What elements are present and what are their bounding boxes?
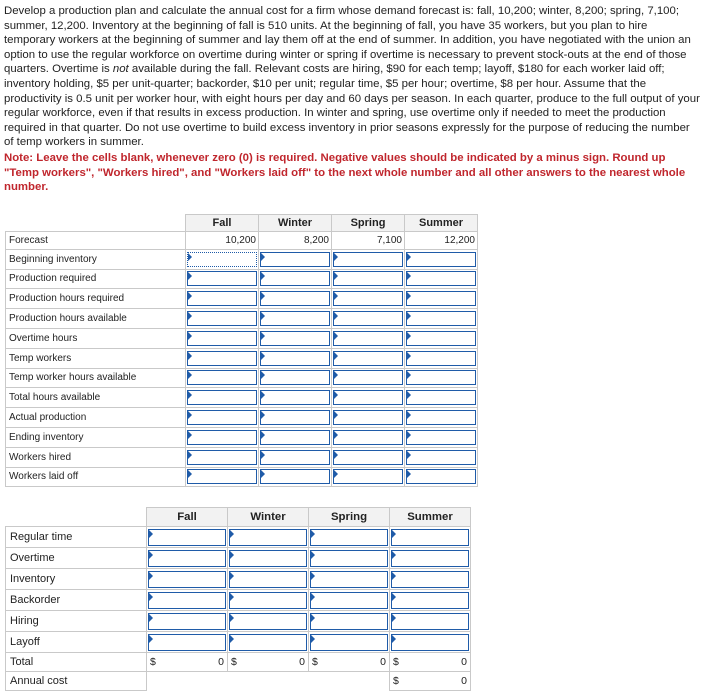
cost-total-spring [309,653,390,672]
cost-input-summer[interactable] [391,550,469,567]
plan-cell-fall [186,388,259,408]
cost-input-fall[interactable] [148,592,226,609]
annual-cost-cell [390,672,471,691]
plan-cell-fall [186,289,259,309]
plan-cell-summer [405,427,478,447]
cost-header-fall: Fall [147,508,228,527]
cost-input-spring[interactable] [310,571,388,588]
plan-row [6,289,478,309]
plan-input-fall[interactable] [187,291,257,306]
plan-header-spring: Spring [332,215,405,232]
plan-cell-summer [405,249,478,269]
currency-symbol: $ [393,656,399,668]
currency-symbol: $ [150,656,156,668]
annual-cost-label: Annual cost [6,672,147,691]
plan-input-summer[interactable] [406,390,476,405]
plan-input-fall[interactable] [187,271,257,286]
plan-row-label: Workers hired [6,447,186,467]
cost-corner [6,508,147,527]
plan-cell-winter [259,348,332,368]
plan-input-spring[interactable] [333,370,403,385]
forecast-spring: 7,100 [332,232,405,250]
plan-input-winter[interactable] [260,450,330,465]
plan-cell-winter [259,328,332,348]
plan-input-winter[interactable] [260,390,330,405]
instruction-note: Note: Leave the cells blank, whenever zero (0) is required. Negative values should be indicated by a minus sign. Round up "Temp workers", "Workers hired", and "Workers laid off" to the next whole number and all other answers to the nearest whole number. [4,152,686,194]
plan-cell-summer [405,467,478,487]
cost-cell-fall [147,632,228,653]
cost-input-winter[interactable] [229,571,307,588]
plan-cell-summer [405,388,478,408]
plan-cell-winter [259,447,332,467]
plan-input-spring[interactable] [333,450,403,465]
cost-input-spring[interactable] [310,592,388,609]
plan-input-fall[interactable] [187,410,257,425]
plan-cell-summer [405,447,478,467]
plan-header-row [6,215,478,232]
plan-cell-fall [186,328,259,348]
plan-input-winter[interactable] [260,311,330,326]
plan-header-summer: Summer [405,215,478,232]
plan-row-label: Forecast [6,232,186,250]
cost-cell-spring [309,548,390,569]
forecast-summer: 12,200 [405,232,478,250]
plan-cell-summer [405,408,478,428]
plan-input-fall[interactable] [187,430,257,445]
cost-input-summer[interactable] [391,634,469,651]
cost-total-value: 0 [218,656,224,668]
plan-row-label: Temp workers [6,348,186,368]
plan-header-fall: Fall [186,215,259,232]
cost-cell-winter [228,590,309,611]
cost-total-label: Total [6,653,147,672]
plan-input-winter[interactable] [260,469,330,484]
plan-input-fall[interactable] [187,351,257,366]
cost-input-winter[interactable] [229,550,307,567]
plan-cell-spring [332,348,405,368]
annual-cost-blank [228,672,309,691]
plan-row [6,388,478,408]
plan-input-spring[interactable] [333,390,403,405]
plan-input-summer[interactable] [406,351,476,366]
plan-row [6,447,478,467]
cost-input-summer[interactable] [391,613,469,630]
plan-cell-winter [259,467,332,487]
annual-cost-blank [147,672,228,691]
plan-input-winter[interactable] [260,351,330,366]
plan-input-fall[interactable] [187,469,257,484]
cost-row-label: Overtime [6,548,147,569]
plan-corner [6,215,186,232]
plan-input-spring[interactable] [333,430,403,445]
plan-input-winter[interactable] [260,410,330,425]
plan-input-summer[interactable] [406,469,476,484]
cost-total-summer [390,653,471,672]
cost-row-label: Hiring [6,611,147,632]
cost-cell-summer [390,548,471,569]
plan-cell-summer [405,269,478,289]
plan-cell-spring [332,269,405,289]
plan-cell-summer [405,289,478,309]
plan-cell-spring [332,249,405,269]
cost-row [6,569,471,590]
plan-cell-spring [332,447,405,467]
plan-cell-fall [186,408,259,428]
plan-input-fall[interactable] [187,390,257,405]
cost-total-value: 0 [380,656,386,668]
cost-row [6,548,471,569]
annual-cost-value: 0 [461,675,467,687]
cost-row-label: Backorder [6,590,147,611]
forecast-fall: 10,200 [186,232,259,250]
plan-cell-spring [332,289,405,309]
plan-cell-winter [259,289,332,309]
plan-cell-spring [332,408,405,428]
plan-input-winter[interactable] [260,252,330,267]
cost-cell-summer [390,590,471,611]
currency-symbol: $ [231,656,237,668]
cost-header-spring: Spring [309,508,390,527]
problem-text-part2: available during the fall. Relevant costs are hiring, $90 for each temp; layoff, $180 for each worker laid off; inventory holding, $5 per unit-quarter; backorder, $10 per unit; regular time, $5 per hour; overtime, $8 per hour. Assume that the productivity is 0.5 unit per worker hour, with eight hours per day and 60 days per season. In each quarter, produce to the full output of your regular workforce, even if that results in excess production. In winter and spring, use overtime only if needed to meet the production required in that quarter. Do not use overtime to build excess inventory in prior seasons expressly for the purpose of reducing the number of temp workers in summer. [4,63,700,149]
plan-row [6,249,478,269]
plan-input-spring[interactable] [333,351,403,366]
plan-row-label: Production required [6,269,186,289]
cost-input-fall[interactable] [148,529,226,546]
cost-total-value: 0 [461,656,467,668]
plan-cell-spring [332,368,405,388]
plan-row-label: Ending inventory [6,427,186,447]
plan-cell-spring [332,328,405,348]
plan-row-label: Beginning inventory [6,249,186,269]
plan-input-spring[interactable] [333,271,403,286]
cost-cell-spring [309,632,390,653]
cost-row-label: Regular time [6,527,147,548]
annual-cost-blank [309,672,390,691]
cost-input-spring[interactable] [310,613,388,630]
cost-header-winter: Winter [228,508,309,527]
plan-cell-winter [259,427,332,447]
production-plan-table [5,214,478,487]
cost-row-label: Inventory [6,569,147,590]
plan-row-label: Actual production [6,408,186,428]
cost-cell-spring [309,527,390,548]
problem-text-part1: Develop a production plan and calculate the annual cost for a firm whose demand forecast is: fall, 10,200; winter, 8,200; spring, 7,100; summer, 12,200. Inventory at the beginning of fall is 510 units. At the beginning of fall, you have 35 workers, but you plan to hire temporary workers at the beginning of summer and lay them off at the end of summer. In addition, you have negotiated with the union an option to use the regular workforce on overtime during winter or spring if overtime is necessary to prevent stock-outs at the end of those quarters. Overtime is [4,5,691,76]
plan-input-fall[interactable] [187,252,257,267]
plan-input-fall[interactable] [187,331,257,346]
cost-total-value: 0 [299,656,305,668]
plan-cell-fall [186,427,259,447]
plan-cell-fall [186,368,259,388]
plan-row [6,328,478,348]
cost-total-winter [228,653,309,672]
plan-cell-spring [332,309,405,329]
plan-cell-fall [186,269,259,289]
cost-input-summer[interactable] [391,592,469,609]
problem-emphasis: not [112,63,129,76]
plan-cell-winter [259,309,332,329]
problem-statement [4,4,700,150]
cost-input-fall[interactable] [148,613,226,630]
plan-cell-winter [259,269,332,289]
cost-input-spring[interactable] [310,634,388,651]
cost-header-row [6,508,471,527]
plan-cell-winter [259,368,332,388]
cost-cell-summer [390,632,471,653]
plan-row [6,408,478,428]
plan-cell-winter [259,408,332,428]
plan-input-spring[interactable] [333,331,403,346]
cost-cell-winter [228,548,309,569]
plan-input-summer[interactable] [406,430,476,445]
plan-row-label: Production hours required [6,289,186,309]
cost-cell-spring [309,590,390,611]
plan-input-fall[interactable] [187,450,257,465]
plan-input-spring[interactable] [333,291,403,306]
forecast-winter: 8,200 [259,232,332,250]
plan-input-summer[interactable] [406,410,476,425]
plan-row [6,269,478,289]
plan-row-label: Overtime hours [6,328,186,348]
cost-input-fall[interactable] [148,550,226,567]
plan-row [6,427,478,447]
plan-input-summer[interactable] [406,370,476,385]
plan-cell-summer [405,309,478,329]
plan-input-spring[interactable] [333,311,403,326]
plan-input-summer[interactable] [406,252,476,267]
plan-input-summer[interactable] [406,291,476,306]
plan-row-forecast [6,232,478,250]
plan-cell-spring [332,427,405,447]
cost-row [6,611,471,632]
plan-cell-spring [332,388,405,408]
cost-cell-winter [228,632,309,653]
plan-input-spring[interactable] [333,469,403,484]
cost-cell-winter [228,527,309,548]
plan-row [6,309,478,329]
cost-cell-winter [228,569,309,590]
plan-input-winter[interactable] [260,291,330,306]
plan-cell-winter [259,249,332,269]
cost-cell-fall [147,527,228,548]
plan-row-label: Production hours available [6,309,186,329]
currency-symbol: $ [393,675,399,687]
plan-cell-fall [186,447,259,467]
cost-cell-winter [228,611,309,632]
cost-total-fall [147,653,228,672]
plan-input-spring[interactable] [333,252,403,267]
plan-row-label: Total hours available [6,388,186,408]
cost-input-summer[interactable] [391,571,469,588]
cost-row-label: Layoff [6,632,147,653]
cost-cell-summer [390,569,471,590]
currency-symbol: $ [312,656,318,668]
cost-input-summer[interactable] [391,529,469,546]
cost-cell-fall [147,569,228,590]
plan-input-winter[interactable] [260,370,330,385]
plan-cell-spring [332,467,405,487]
plan-input-fall[interactable] [187,370,257,385]
cost-input-winter[interactable] [229,613,307,630]
cost-header-summer: Summer [390,508,471,527]
cost-input-spring[interactable] [310,529,388,546]
plan-cell-summer [405,348,478,368]
cost-input-fall[interactable] [148,634,226,651]
plan-input-summer[interactable] [406,271,476,286]
cost-cell-spring [309,611,390,632]
plan-cell-fall [186,309,259,329]
plan-cell-fall [186,467,259,487]
plan-cell-fall [186,348,259,368]
cost-input-winter[interactable] [229,529,307,546]
cost-cell-fall [147,611,228,632]
plan-row-label: Temp worker hours available [6,368,186,388]
cost-input-fall[interactable] [148,571,226,588]
cost-cell-summer [390,527,471,548]
cost-input-winter[interactable] [229,634,307,651]
cost-total-row [6,653,471,672]
plan-input-spring[interactable] [333,410,403,425]
cost-table [5,507,471,691]
plan-cell-summer [405,328,478,348]
plan-row [6,368,478,388]
plan-row [6,467,478,487]
plan-input-fall[interactable] [187,311,257,326]
cost-input-spring[interactable] [310,550,388,567]
plan-cell-fall [186,249,259,269]
plan-input-summer[interactable] [406,331,476,346]
plan-cell-summer [405,368,478,388]
cost-row [6,527,471,548]
plan-header-winter: Winter [259,215,332,232]
cost-input-winter[interactable] [229,592,307,609]
plan-input-winter[interactable] [260,430,330,445]
plan-input-winter[interactable] [260,271,330,286]
plan-cell-winter [259,388,332,408]
cost-cell-spring [309,569,390,590]
cost-cell-fall [147,548,228,569]
cost-cell-fall [147,590,228,611]
plan-input-winter[interactable] [260,331,330,346]
plan-input-summer[interactable] [406,450,476,465]
plan-row-label: Workers laid off [6,467,186,487]
cost-row [6,590,471,611]
plan-row [6,348,478,368]
annual-cost-row [6,672,471,691]
plan-input-summer[interactable] [406,311,476,326]
cost-cell-summer [390,611,471,632]
cost-row [6,632,471,653]
